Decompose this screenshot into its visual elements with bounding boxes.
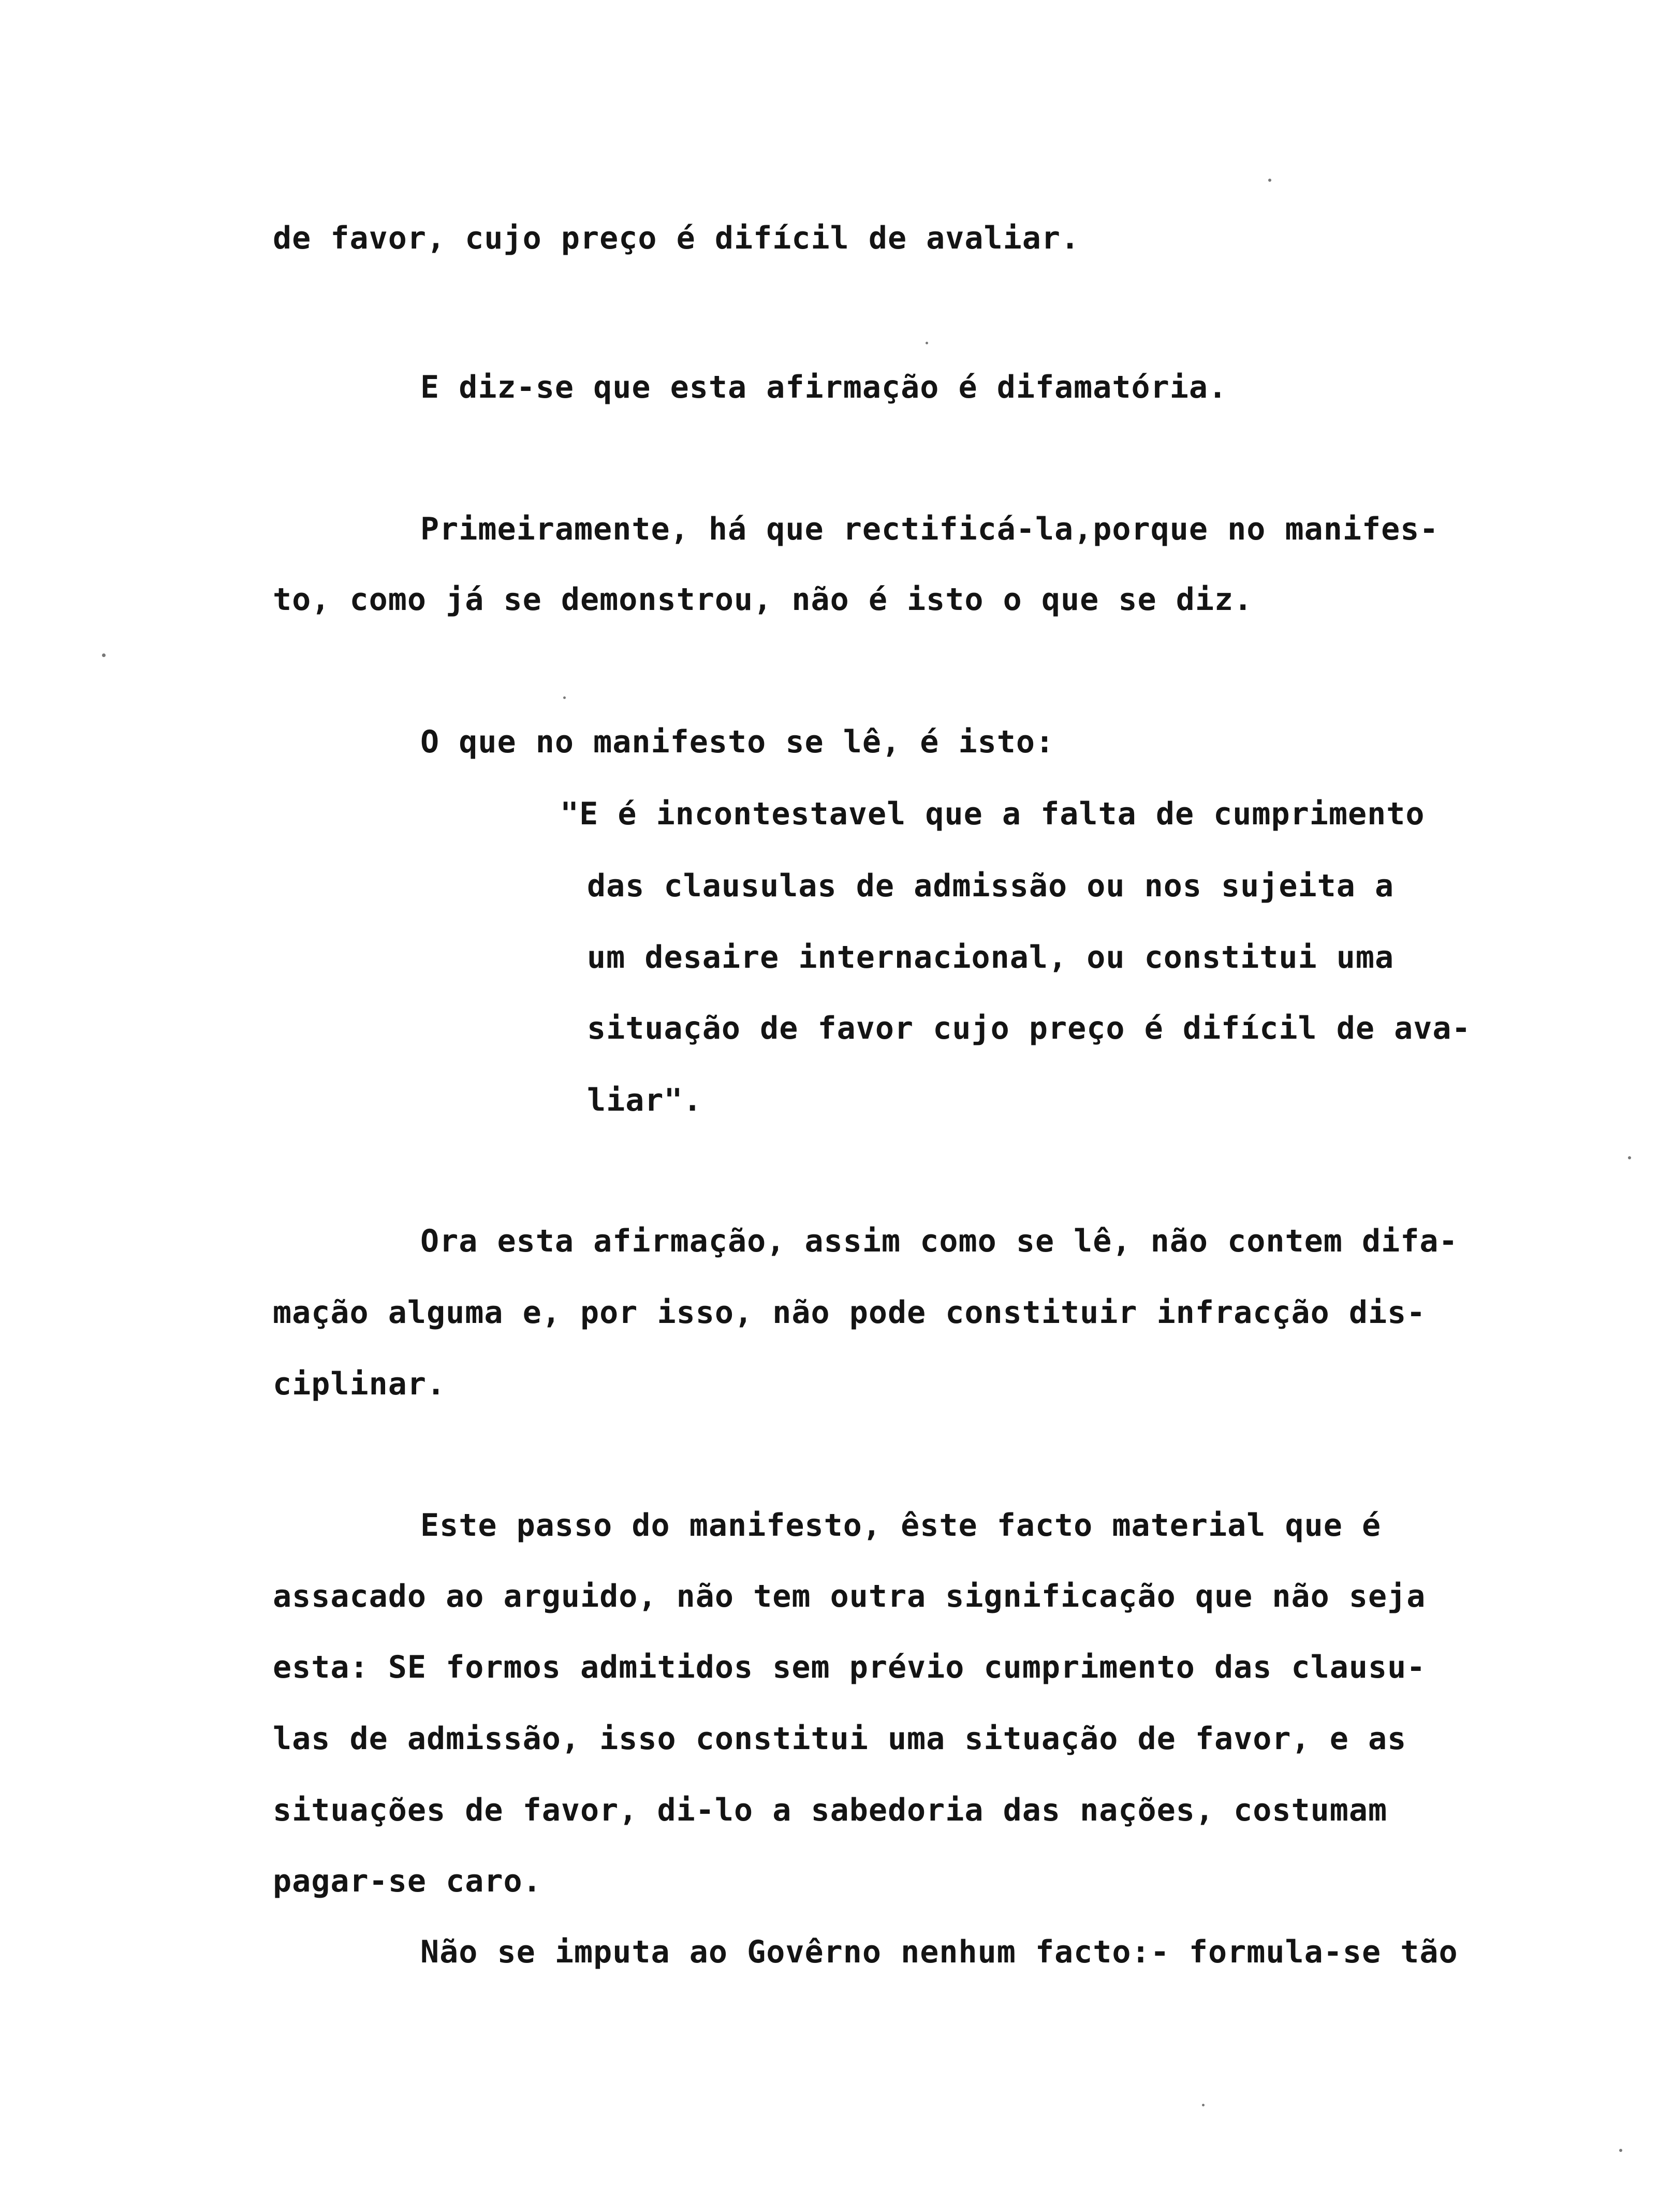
quotation-line: das clausulas de admissão ou nos sujeita a [587, 868, 1395, 904]
quotation-line: situação de favor cujo preço é difícil de ava- [587, 1010, 1471, 1046]
quotation-line: "E é incontestavel que a falta de cumprimento [560, 796, 1425, 832]
scan-speck [1202, 2104, 1205, 2106]
text-line: de favor, cujo preço é difícil de avaliar. [273, 220, 1080, 256]
text-line: Este passo do manifesto, êste facto material que é [420, 1507, 1382, 1544]
text-line: Primeiramente, há que rectificá-la,porque no manifes- [420, 511, 1439, 547]
text-line: O que no manifesto se lê, é isto: [420, 724, 1055, 760]
text-line: Não se imputa ao Govêrno nenhum facto:- formula-se tão [420, 1934, 1458, 1970]
scan-speck [1628, 1156, 1631, 1159]
text-line: situações de favor, di-lo a sabedoria das nações, costumam [273, 1792, 1388, 1828]
text-line: las de admissão, isso constitui uma situação de favor, e as [273, 1721, 1407, 1757]
quotation-line: um desaire internacional, ou constitui uma [587, 939, 1395, 976]
quotation-line: liar". [587, 1082, 702, 1118]
scan-speck [102, 653, 106, 657]
text-line: ciplinar. [273, 1366, 446, 1402]
scan-speck [563, 696, 566, 699]
text-line: Ora esta afirmação, assim como se lê, não contem difa- [420, 1223, 1458, 1259]
text-line: assacado ao arguido, não tem outra significação que não seja [273, 1578, 1426, 1614]
scan-speck [1268, 179, 1271, 182]
text-line: pagar-se caro. [273, 1863, 542, 1899]
scan-speck [1619, 2149, 1622, 2152]
text-line: esta: SE formos admitidos sem prévio cumprimento das clausu- [273, 1649, 1426, 1685]
text-line: mação alguma e, por isso, não pode constituir infracção dis- [273, 1294, 1426, 1331]
text-line: E diz-se que esta afirmação é difamatória. [420, 369, 1228, 405]
scan-speck [926, 342, 928, 344]
text-line: to, como já se demonstrou, não é isto o que se diz. [273, 581, 1253, 618]
